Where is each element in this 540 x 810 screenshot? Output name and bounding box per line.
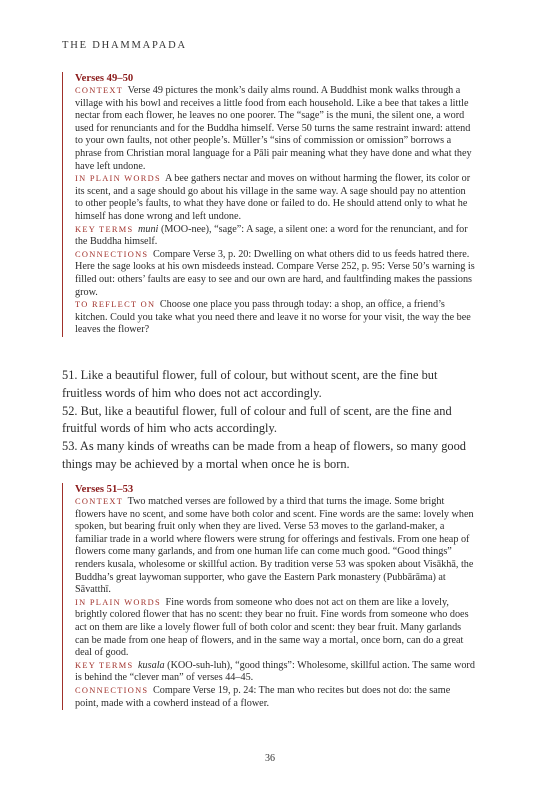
key-terms-text: (MOO-nee), “sage”: A sage, a silent one: a word for the renunciant, and for the Buddha himself.: [75, 223, 468, 248]
connections-label: CONNECTIONS: [75, 685, 149, 695]
connections-text: Compare Verse 3, p. 20: Dwelling on what others did to us feeds hatred there. Here the sage looks at his own misdeeds instead. Compare Verse 252, p. 95: Verse 50’s warning is filled out: others’ faults are easy to see and our own are hard, and faultfinding makes the passions grow.: [75, 248, 475, 298]
verse-51: 51. Like a beautiful flower, full of colour, but without scent, are the fine but fruitless words of him who does not act accordingly.: [62, 368, 438, 400]
connections-paragraph: [75, 249, 475, 299]
context-label: CONTEXT: [75, 497, 124, 506]
plain-words-paragraph: [75, 173, 475, 223]
key-terms-paragraph: [75, 660, 475, 685]
connections-paragraph: [75, 685, 475, 710]
commentary-title: Verses 49–50: [75, 73, 134, 84]
context-text: Two matched verses are followed by a third that turns the image. Some bright flowers have no scent, and some have both color and scent. Fine words are the same: lovely when spoken, but bearing fruit only when they are lived. Verse 53 moves to the garland-maker, a familiar trade in a world where flowers were strung for offerings and festivals. From one heap of flowers come many garlands, and from one human life can come much good. “Good things” renders kusala, wholesome or skillful action. By tradition verse 53 was spoken about Visākhā, the Buddha’s great laywoman supporter, who gave the Eastern Park monastery (Pubbārāma) at Sāvatthī.: [75, 496, 474, 596]
commentary-title: Verses 51–53: [75, 484, 134, 495]
page-number: 36: [265, 753, 275, 764]
reflect-label: TO REFLECT ON: [75, 300, 156, 310]
key-term-word: kusala: [138, 659, 165, 671]
commentary-box-verses-51-53: [62, 483, 475, 710]
key-terms-text: (KOO-suh-luh), “good things”: Wholesome, skillful action. The same word is behind the “clever man” of verses 44–45.: [75, 659, 475, 684]
context-text: Verse 49 pictures the monk’s daily alms round. A Buddhist monk walks through a village with his bowl and receives a little food from each household. Like a bee that takes a little nectar from each flower, he leaves no one poorer. The “sage” is the muni, the silent one, a word used for renunciants and for the Buddha himself. Verse 50 turns the same restraint inward: attend to your own faults, not other people’s. Müller’s “sins of commission or omission” borrows a phrase from Christian moral language for a Pāli pair meaning what they have done and what they have left undone.: [75, 85, 472, 172]
key-terms-label: KEY TERMS: [75, 224, 134, 234]
reflect-paragraph: [75, 299, 475, 337]
plain-words-label: IN PLAIN WORDS: [75, 597, 161, 607]
key-term-word: muni: [138, 223, 159, 235]
running-head: THE DHAMMAPADA: [62, 40, 187, 51]
key-terms-paragraph: [75, 224, 475, 249]
connections-label: CONNECTIONS: [75, 249, 149, 259]
plain-words-paragraph: [75, 597, 475, 660]
verse-52: 52. But, like a beautiful flower, full of colour and full of scent, are the fine and fruitful words of him who acts accordingly.: [62, 403, 452, 436]
context-paragraph: [75, 85, 475, 173]
context-paragraph: [75, 496, 475, 597]
plain-words-label: IN PLAIN WORDS: [75, 174, 161, 184]
context-label: CONTEXT: [75, 86, 124, 95]
plain-words-text: A bee gathers nectar and moves on without harming the flower, its color or its scent, and a sage should go about his village in the same way. A sage should pay no attention to other people’s faults, to what they have done or failed to do. He should attend only to what he himself has done wrong and left undone.: [75, 173, 471, 222]
verse-53: 53. As many kinds of wreaths can be made from a heap of flowers, so many good things may be achieved by a mortal when once he is born.: [62, 439, 466, 471]
reflect-text: Choose one place you pass through today: a shop, an office, a friend’s kitchen. Could you take what you need there and leave it no worse for your visit, the way the bee leaves the flower?: [75, 299, 471, 336]
verse-block: [62, 367, 474, 474]
commentary-box-verses-49-50: [62, 72, 475, 337]
connections-text: Compare Verse 19, p. 24: The man who recites but does not do: the same point, made with a cowherd instead of a flower.: [75, 684, 451, 709]
plain-words-text: Fine words from someone who does not act on them are like a lovely, brightly colored flower that has no scent: they bear no fruit. Fine words from someone who does act on them are like a lovely flower full of both color and scent: they bear fruit. Many garlands can be made from one heap of flowers, and in the same way a mortal, once born, can do a great deal of good.: [75, 596, 469, 659]
key-terms-label: KEY TERMS: [75, 660, 134, 670]
